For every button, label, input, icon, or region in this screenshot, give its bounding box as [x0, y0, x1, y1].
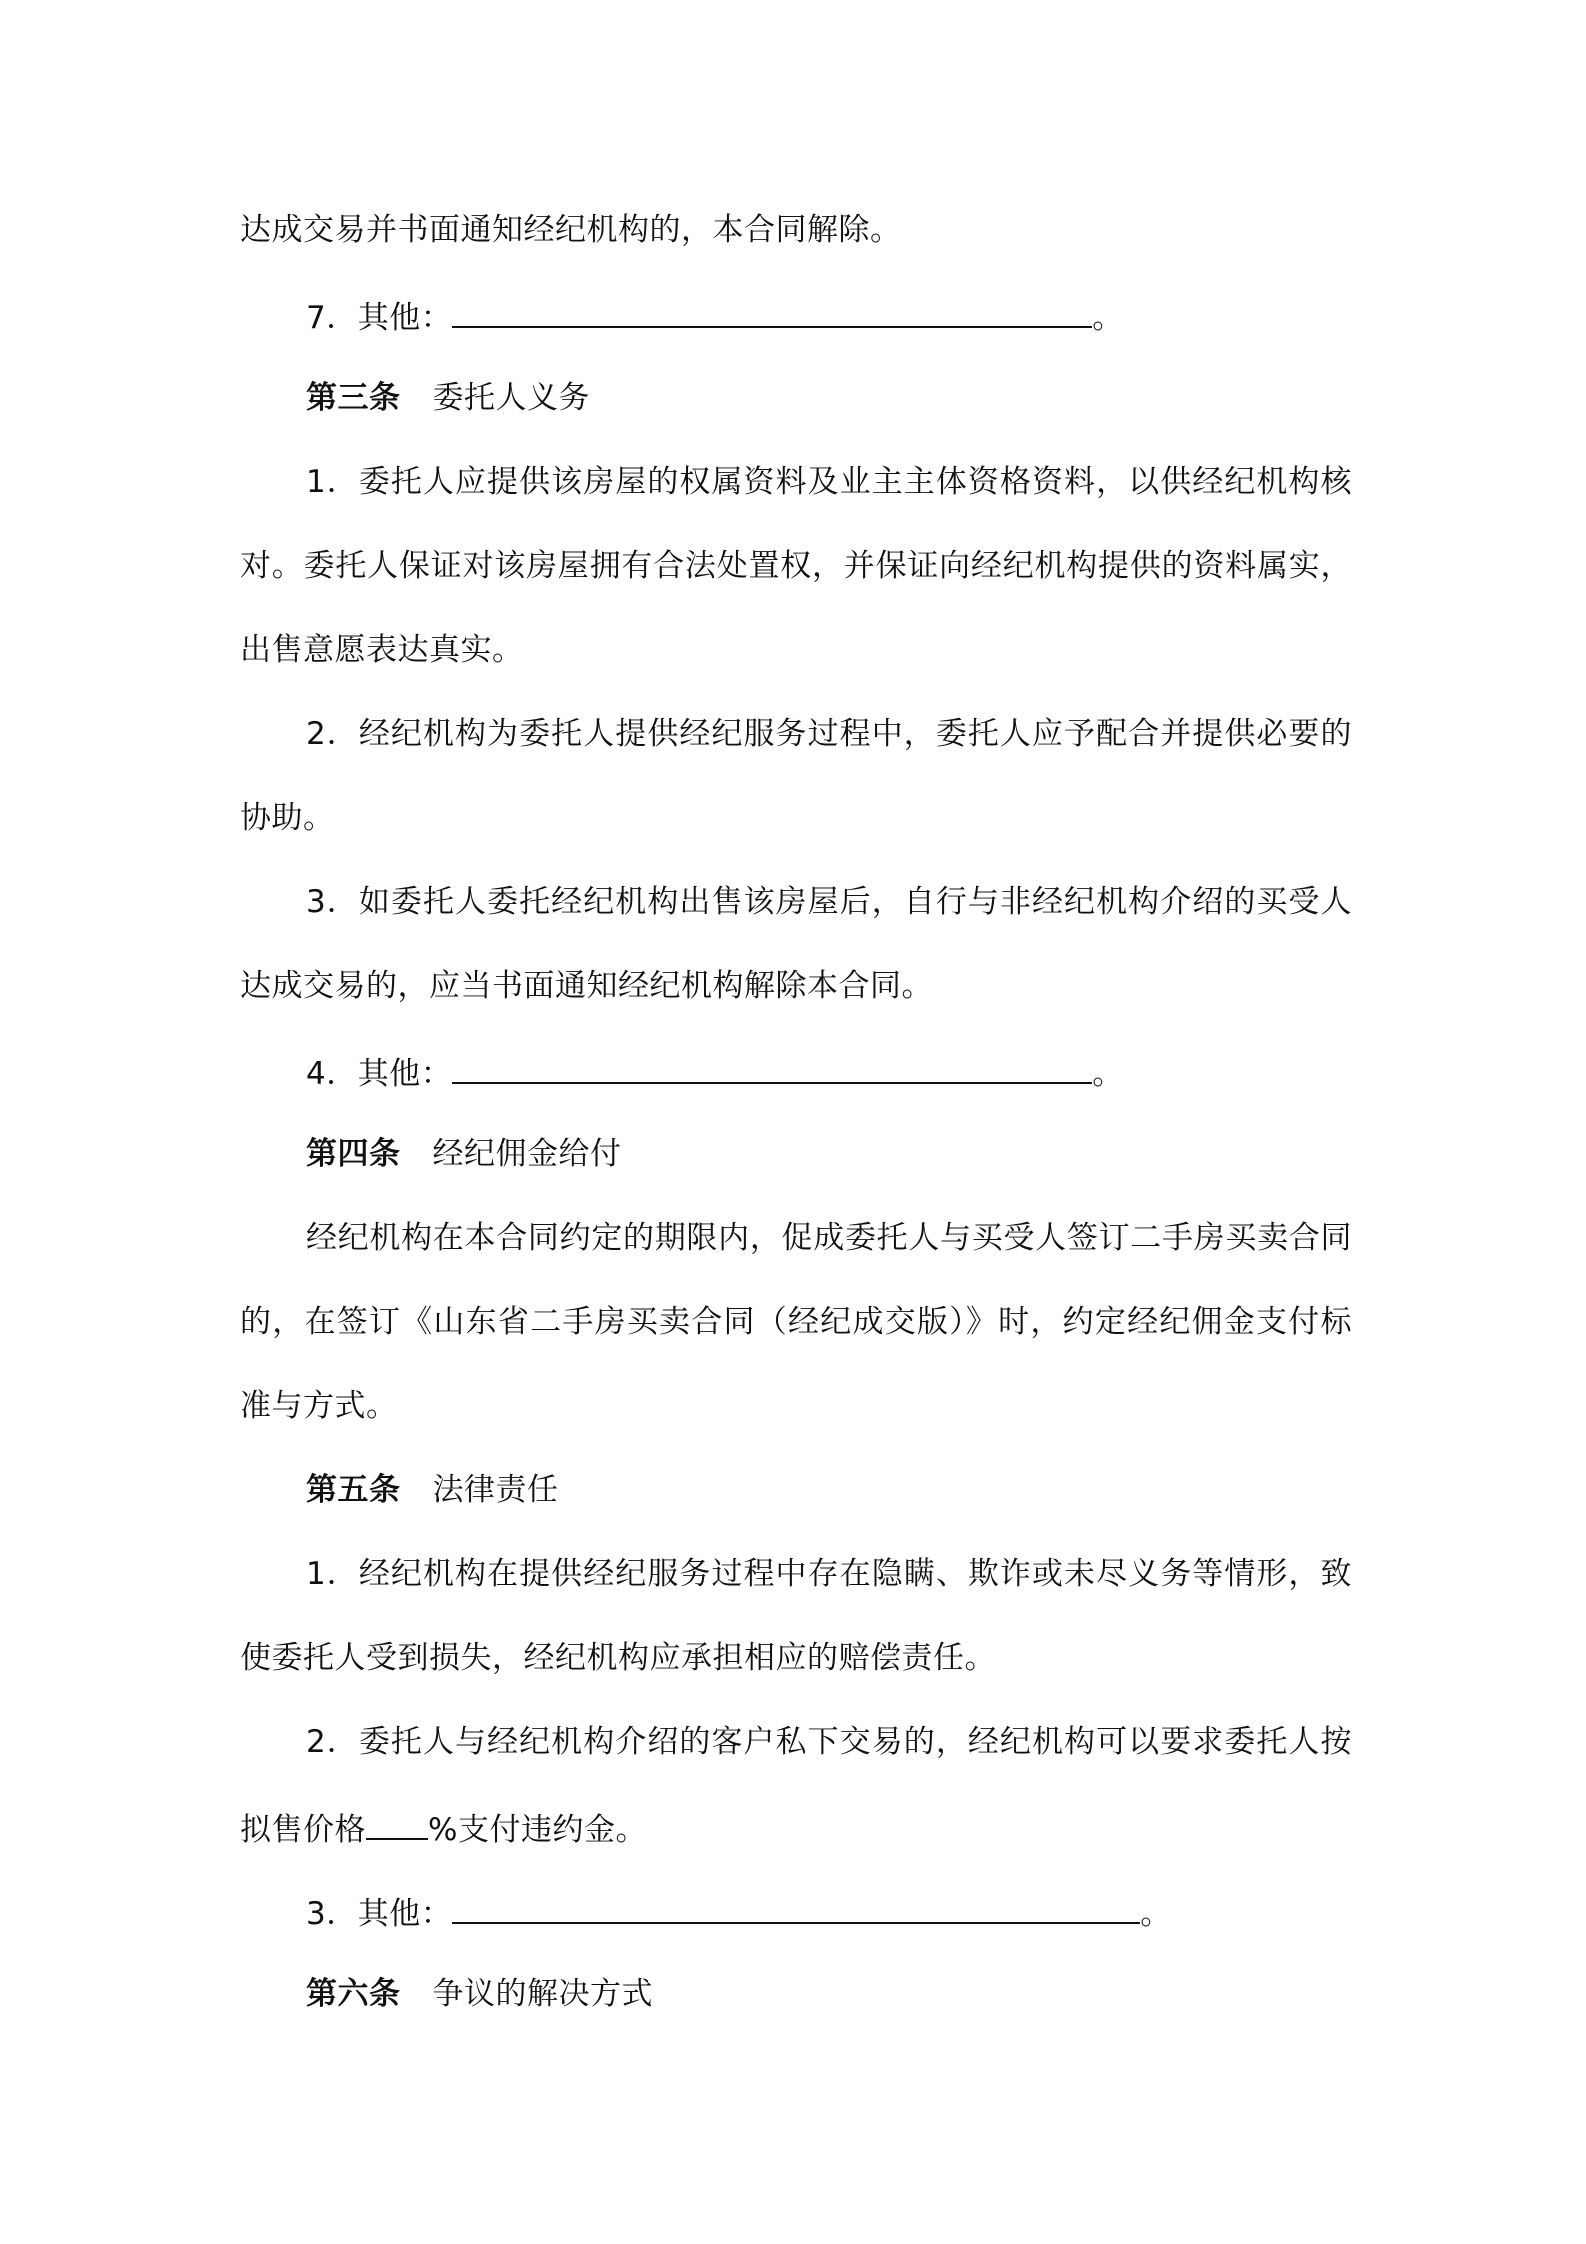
text: 1．经纪机构在提供经纪服务过程中存在隐瞒、欺诈或未尽义务等情形，致 [306, 1556, 1352, 1592]
text: 2．委托人与经纪机构介绍的客户私下交易的，经纪机构可以要求委托人按 [306, 1724, 1352, 1760]
article-title: 经纪佣金给付 [432, 1136, 622, 1172]
article-title: 委托人义务 [432, 380, 590, 416]
text: 2．经纪机构为委托人提供经纪服务过程中，委托人应予配合并提供必要的 [306, 716, 1352, 752]
punctuation: 。 [1140, 1896, 1172, 1932]
fill-in-blank[interactable] [452, 294, 1092, 328]
paragraph-line [306, 1554, 1352, 1594]
article-number: 第五条 [306, 1472, 401, 1508]
text: 出售意愿表达真实。 [240, 632, 524, 668]
text: 经纪机构在本合同约定的期限内，促成委托人与买受人签订二手房买卖合同 [306, 1220, 1352, 1256]
punctuation: 。 [1092, 300, 1124, 336]
paragraph-line [306, 1722, 1352, 1762]
text: 使委托人受到损失，经纪机构应承担相应的赔偿责任。 [240, 1640, 996, 1676]
article-6-heading [306, 1974, 653, 2014]
clause-label: 3．其他： [306, 1896, 453, 1932]
text: 达成交易的，应当书面通知经纪机构解除本合同。 [240, 968, 933, 1004]
percentage-blank[interactable] [366, 1806, 428, 1840]
article-4-heading [306, 1134, 622, 1174]
paragraph-line [240, 1638, 996, 1678]
fill-in-blank[interactable] [452, 1890, 1140, 1924]
paragraph-line [306, 1218, 1352, 1258]
paragraph-line [306, 462, 1352, 502]
paragraph-line [240, 210, 902, 250]
paragraph-line [240, 966, 933, 1006]
punctuation: 。 [1092, 1056, 1124, 1092]
penalty-line [240, 1806, 647, 1850]
article-3-heading [306, 378, 590, 418]
clause-label: 4．其他： [306, 1056, 453, 1092]
clause-label: 7．其他： [306, 300, 453, 336]
article-number: 第四条 [306, 1136, 401, 1172]
fill-in-blank[interactable] [452, 1050, 1092, 1084]
paragraph-line [306, 882, 1352, 922]
text: 达成交易并书面通知经纪机构的，本合同解除。 [240, 212, 902, 248]
paragraph-line [240, 546, 1352, 586]
text: 对。委托人保证对该房屋拥有合法处置权，并保证向经纪机构提供的资料属实， [240, 548, 1352, 584]
article-5-heading [306, 1470, 559, 1510]
text: 协助。 [240, 800, 335, 836]
other-clause-7 [306, 294, 1124, 338]
text: %支付违约金。 [428, 1812, 647, 1848]
other-clause-3 [306, 1890, 1172, 1934]
article-number: 第三条 [306, 380, 401, 416]
article-title: 法律责任 [432, 1472, 559, 1508]
text: 拟售价格 [240, 1812, 366, 1848]
paragraph-line [306, 714, 1352, 754]
paragraph-line [240, 1302, 1352, 1342]
text: 的，在签订《山东省二手房买卖合同（经纪成交版）》时，约定经纪佣金支付标 [240, 1304, 1352, 1340]
text: 准与方式。 [240, 1388, 398, 1424]
article-number: 第六条 [306, 1976, 401, 2012]
paragraph-line [240, 798, 335, 838]
other-clause-4 [306, 1050, 1124, 1094]
text: 1．委托人应提供该房屋的权属资料及业主主体资格资料，以供经纪机构核 [306, 464, 1352, 500]
text: 3．如委托人委托经纪机构出售该房屋后，自行与非经纪机构介绍的买受人 [306, 884, 1352, 920]
paragraph-line [240, 630, 524, 670]
article-title: 争议的解决方式 [432, 1976, 653, 2012]
paragraph-line [240, 1386, 398, 1426]
